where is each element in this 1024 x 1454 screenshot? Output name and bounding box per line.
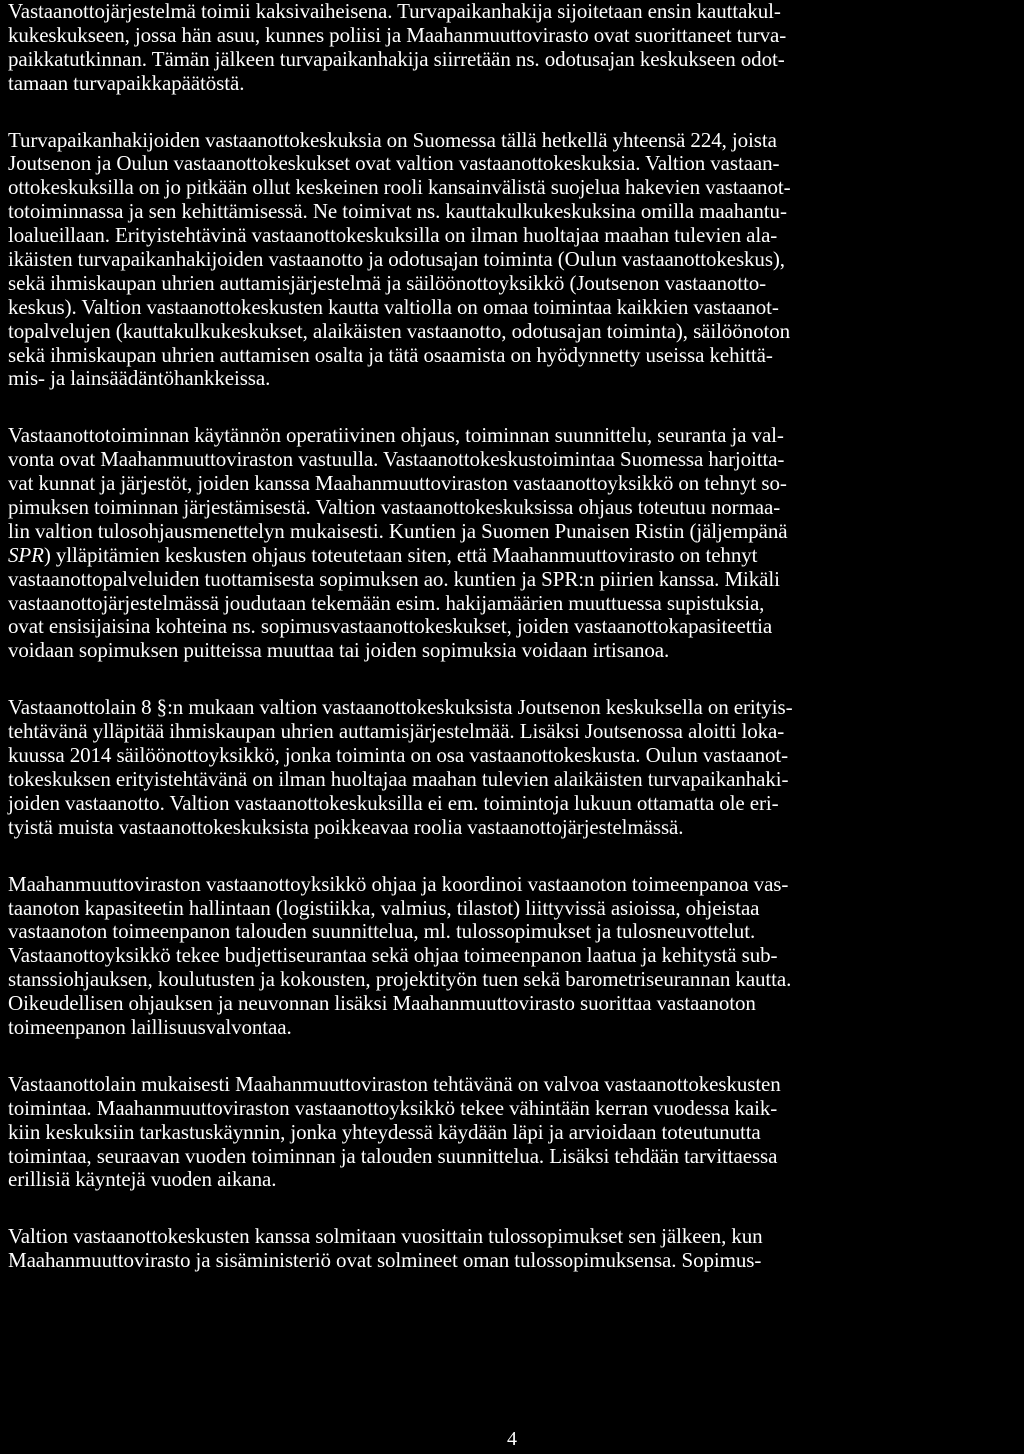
text-line: tamaan turvapaikkapäätöstä. [8,70,245,95]
text-line: Vastaanottojärjestelmä toimii kaksivaiheisena. Turvapaikanhakija sijoitetaan ensin kauttakul- [8,0,781,23]
text-line: voidaan sopimuksen puitteissa muuttaa tai joiden sopimuksia voidaan irtisanoa. [8,638,670,663]
text-line: loalueillaan. Erityistehtävinä vastaanottokeskuksilla on ilman huoltajaa maahan tulevien ala- [8,223,778,248]
text-line: toimintaa, seuraavan vuoden toiminnan ja talouden suunnittelua. Lisäksi tehdään tarvittaessa [8,1143,778,1168]
text-line: keskus). Valtion vastaanottokeskusten kautta valtiolla on omaa toimintaa kaikkien vastaanot- [8,294,779,319]
text-line: tyistä muista vastaanottokeskuksista poikkeavaa roolia vastaanottojärjestelmässä. [8,814,684,839]
page-number: 4 [507,1428,517,1450]
text-line: Valtion vastaanottokeskusten kanssa solmitaan vuosittain tulossopimukset sen jälkeen, kun [8,1224,763,1249]
text-line: lin valtion tulosohjausmenettelyn mukaisesti. Kuntien ja Suomen Punaisen Ristin (jäljempänä [8,518,788,543]
text-line: vat kunnat ja järjestöt, joiden kanssa Maahanmuuttoviraston vastaanottoyksikkö on tehnyt so- [8,471,787,496]
text-line: Maahanmuuttovirasto ja sisäministeriö ovat solmineet oman tulossopimuksensa. Sopimus- [8,1248,762,1273]
text-line: sekä ihmiskaupan uhrien auttamisen osalta ja tätä osaamista on hyödynnetty useissa kehittä- [8,342,773,367]
text-line: toimintaa. Maahanmuuttoviraston vastaanottoyksikkö tekee vähintään kerran vuodessa kaik- [8,1095,778,1120]
text-line: Vastaanottolain mukaisesti Maahanmuuttoviraston tehtävänä on valvoa vastaanottokeskusten [8,1071,781,1096]
paragraph-3 [8,424,1020,663]
text-line: Maahanmuuttoviraston vastaanottoyksikkö ohjaa ja koordinoi vastaanoton toimeenpanoa vas- [8,871,789,896]
text-line: Oikeudellisen ohjauksen ja neuvonnan lisäksi Maahanmuuttovirasto suorittaa vastaanoton [8,991,756,1016]
text-line: tehtävänä ylläpitää ihmiskaupan uhrien auttamisjärjestelmää. Lisäksi Joutsenossa aloitti loka- [8,719,785,744]
italic-abbreviation: SPR [8,542,44,567]
text-line: tokeskuksen erityistehtävänä on ilman huoltajaa maahan tulevien alaikäisten turvapaikanhaki- [8,766,789,791]
text-line: ottokeskuksilla on jo pitkään ollut keskeinen rooli kansainvälistä suojelua hakevien vastaanot- [8,175,791,200]
paragraph-4 [8,696,1020,839]
text-line: paikkatutkinnan. Tämän jälkeen turvapaikanhakija siirretään ns. odotusajan keskukseen odot- [8,46,785,71]
text-line: kukeskukseen, jossa hän asuu, kunnes poliisi ja Maahanmuuttovirasto ovat suorittaneet turva- [8,22,787,47]
text-line: sekä ihmiskaupan uhrien auttamisjärjestelmä ja säilöönottoyksikkö (Joutsenon vastaanotto- [8,270,767,295]
paragraph-2 [8,129,1020,392]
text-line: vastaanottojärjestelmässä joudutaan tekemään esim. hakijamäärien muuttuessa supistuksia, [8,590,765,615]
text-line: vonta ovat Maahanmuuttoviraston vastuulla. Vastaanottokeskustoimintaa Suomessa harjoitta- [8,447,785,472]
text-line: mis- ja lainsäädäntöhankkeissa. [8,366,271,391]
text-line: erillisiä käyntejä vuoden aikana. [8,1167,277,1192]
text-line: joiden vastaanotto. Valtion vastaanottokeskuksilla ei em. toimintoja lukuun ottamatta ole eri- [8,790,779,815]
text-line: Vastaanottolain 8 §:n mukaan valtion vastaanottokeskuksista Joutsenon keskuksella on erityis- [8,695,793,720]
text-line: ovat ensisijaisina kohteina ns. sopimusvastaanottokeskukset, joiden vastaanottokapasiteettia [8,614,773,639]
text-line: kiin keskuksiin tarkastuskäynnin, jonka yhteydessä käydään läpi ja arvioidaan toteutunutta [8,1119,761,1144]
text-line: vastaanottopalveluiden tuottamisesta sopimuksen ao. kuntien ja SPR:n piirien kanssa. Mikäli [8,566,780,591]
text-line: Vastaanottotoiminnan käytännön operatiivinen ohjaus, toiminnan suunnittelu, seuranta ja val- [8,423,784,448]
body-text [8,0,1020,1273]
paragraph-5 [8,873,1020,1040]
paragraph-6 [8,1073,1020,1192]
text-line: Turvapaikanhakijoiden vastaanottokeskuksia on Suomessa tällä hetkellä yhteensä 224, joista [8,127,777,152]
text-line: ikäisten turvapaikanhakijoiden vastaanotto ja odotusajan toiminta (Oulun vastaanottokeskus), [8,247,785,272]
paragraph-7 [8,1225,1020,1273]
text-line: Vastaanottoyksikkö tekee budjettiseurantaa sekä ohjaa toimeenpanon laatua ja kehitystä sub- [8,943,778,968]
text-line-spr: SPR) ylläpitämien keskusten ohjaus toteutetaan siten, että Maahanmuuttovirasto on tehnyt [8,542,758,567]
text-line: stanssiohjauksen, koulutusten ja kokousten, projektityön tuen sekä barometriseurannan kautta. [8,967,792,992]
text-line: pimuksen toiminnan järjestämisestä. Valtion vastaanottokeskuksissa ohjaus toteutuu normaa- [8,495,781,520]
text-line: topalvelujen (kauttakulkukeskukset, alaikäisten vastaanotto, odotusajan toiminta), säilöönoton [8,318,791,343]
text-line: Joutsenon ja Oulun vastaanottokeskukset ovat valtion vastaanottokeskuksia. Valtion vastaan- [8,151,780,176]
text-line: totoiminnassa ja sen kehittämisessä. Ne toimivat ns. kauttakulkukeskuksina omilla maahantu- [8,199,787,224]
text-line: vastaanoton toimeenpanon talouden suunnittelua, ml. tulossopimukset ja tulosneuvottelut. [8,919,756,944]
text-line: taanoton kapasiteetin hallintaan (logistiikka, valmius, tilastot) liittyvissä asioissa, ohjeistaa [8,895,760,920]
text-line: toimeenpanon laillisuusvalvontaa. [8,1014,292,1039]
text-line: kuussa 2014 säilöönottoyksikkö, jonka toiminta on osa vastaanottokeskusta. Oulun vastaanot- [8,743,789,768]
paragraph-1 [8,0,1020,96]
